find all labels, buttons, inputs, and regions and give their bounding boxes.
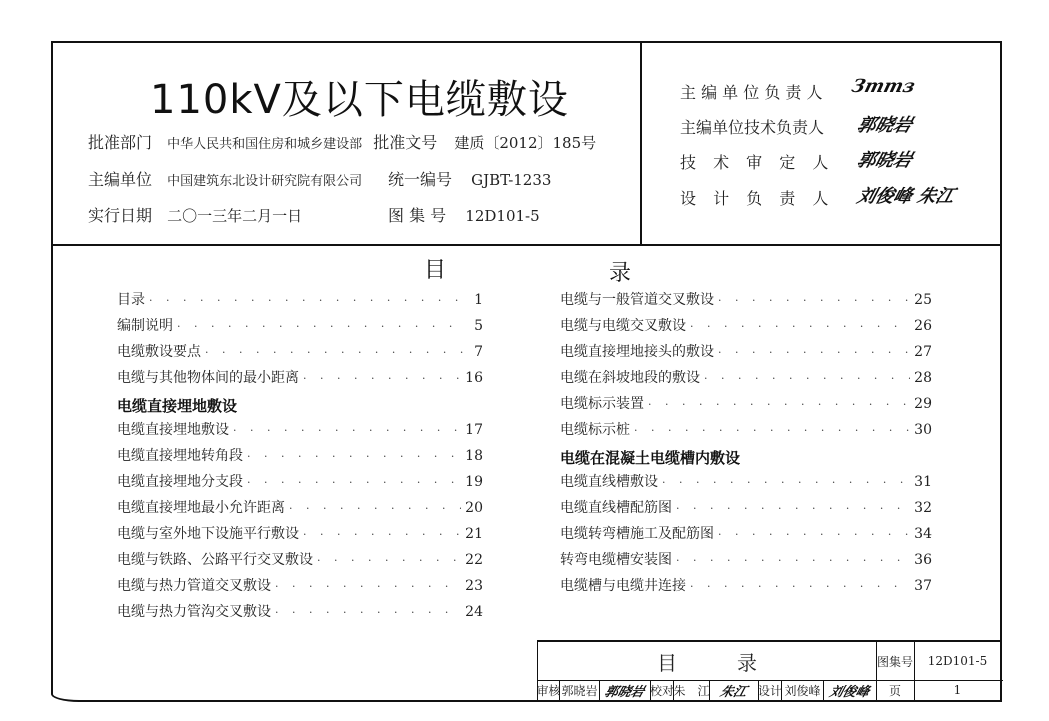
toc-item[interactable]: 电缆与铁路、公路平行交叉敷设 · · · 22 [117, 549, 483, 575]
toc-item[interactable]: 电缆与其他物体间的最小距离 · · · 16 [117, 367, 483, 393]
toc-item[interactable]: 电缆转弯槽施工及配筋图 · · · 34 [560, 523, 932, 549]
toc-heading-right: 录 [609, 261, 632, 286]
sig-label-tech-head: 主编单位技术负责人 [680, 118, 825, 137]
signature-editor-head: Зmmз [849, 76, 918, 97]
toc-section-heading: 电缆在混凝土电缆槽内敷设 [560, 449, 741, 467]
check-label: 校对 [650, 680, 674, 700]
signature-tech-head: 郭晓岩 [854, 115, 915, 136]
meta-row-unified [388, 167, 551, 190]
design-name: 刘俊峰 [782, 680, 824, 700]
signature-design-lead: 刘俊峰 朱江 [854, 186, 957, 207]
toc-item[interactable]: 电缆与热力管道交叉敷设 · · · 23 [117, 575, 483, 601]
approval-doc-value: 建质〔2012〕185号 [454, 134, 597, 152]
meta-row-approval [88, 130, 596, 153]
title-block [537, 640, 1002, 702]
header-divider [51, 244, 1002, 246]
toc-item[interactable]: 目录 · · · 1 [117, 289, 483, 315]
meta-row-date [88, 203, 302, 226]
toc-item[interactable]: 电缆直线槽配筋图 · · · 32 [560, 497, 932, 523]
toc-item[interactable]: 电缆标示桩 · · · 30 [560, 419, 932, 445]
toc-item[interactable]: 电缆槽与电缆井连接 · · · 37 [560, 575, 932, 601]
approval-dept-label: 批准部门 [88, 133, 153, 152]
unified-no-value: GJBT-1233 [471, 171, 552, 189]
document-title: 110kV及以下电缆敷设 [150, 77, 569, 123]
review-label: 审核 [538, 680, 560, 700]
sig-label-editor-head: 主 编 单 位 负 责 人 [680, 83, 823, 102]
toc-item[interactable]: 电缆敷设要点 · · · 7 [117, 341, 483, 367]
atlas-no-label: 图集号 [876, 654, 913, 669]
toc-item[interactable]: 转弯电缆槽安装图 · · · 36 [560, 549, 932, 575]
toc-right-column [560, 289, 932, 601]
toc-section-heading: 电缆直接埋地敷设 [117, 397, 238, 415]
approval-doc-label: 批准文号 [373, 133, 438, 152]
check-signature: 朱江 [718, 684, 749, 700]
toc-item[interactable]: 编制说明 · · · 5 [117, 315, 483, 341]
toc-item[interactable]: 电缆直接埋地接头的敷设 · · · 27 [560, 341, 932, 367]
toc-item[interactable]: 电缆与室外地下设施平行敷设 · · · 21 [117, 523, 483, 549]
editor-unit-value: 中国建筑东北设计研究院有限公司 [167, 174, 363, 189]
toc-left-column [117, 289, 483, 627]
unified-no-label: 统一编号 [388, 170, 453, 189]
toc-item[interactable]: 电缆直接埋地最小允许距离 · · · 20 [117, 497, 483, 523]
sig-label-design-lead: 设 计 负 责 人 [680, 189, 835, 208]
sig-label-reviewer: 技 术 审 定 人 [680, 153, 835, 172]
page-label: 页 [888, 683, 901, 698]
check-name: 朱 江 [674, 680, 710, 700]
toc-item[interactable]: 电缆与一般管道交叉敷设 · · · 25 [560, 289, 932, 315]
review-name: 郭晓岩 [560, 680, 600, 700]
effective-date-value: 二〇一三年二月一日 [167, 207, 303, 225]
atlas-no-value: 12D101-5 [465, 207, 540, 225]
toc-item[interactable]: 电缆标示装置 · · · 29 [560, 393, 932, 419]
toc-item[interactable]: 电缆直接埋地转角段 · · · 18 [117, 445, 483, 471]
effective-date-label: 实行日期 [88, 206, 153, 225]
title-block-title: 目录 [657, 650, 817, 675]
editor-unit-label: 主编单位 [88, 170, 153, 189]
toc-item[interactable]: 电缆直接埋地分支段 · · · 19 [117, 471, 483, 497]
approval-dept-value: 中华人民共和国住房和城乡建设部 [167, 137, 363, 152]
toc-item[interactable]: 电缆在斜坡地段的敷设 · · · 28 [560, 367, 932, 393]
toc-heading-left: 目 [424, 258, 447, 283]
review-signature: 郭晓岩 [602, 684, 646, 700]
toc-item[interactable]: 电缆直接埋地敷设 · · · 17 [117, 419, 483, 445]
toc-item[interactable]: 电缆与热力管沟交叉敷设 · · · 24 [117, 601, 483, 627]
meta-row-atlas [388, 203, 540, 226]
design-label: 设计 [758, 680, 782, 700]
page-value: 1 [953, 683, 962, 697]
toc-item[interactable]: 电缆直线槽敷设 · · · 31 [560, 471, 932, 497]
meta-row-editor [88, 167, 362, 190]
header-vertical-divider [640, 41, 642, 245]
atlas-no-label: 图 集 号 [388, 206, 447, 225]
toc-item[interactable]: 电缆与电缆交叉敷设 · · · 26 [560, 315, 932, 341]
design-signature: 刘俊峰 [827, 684, 871, 700]
atlas-no-value: 12D101-5 [927, 654, 988, 668]
signature-reviewer: 郭晓岩 [854, 150, 915, 171]
